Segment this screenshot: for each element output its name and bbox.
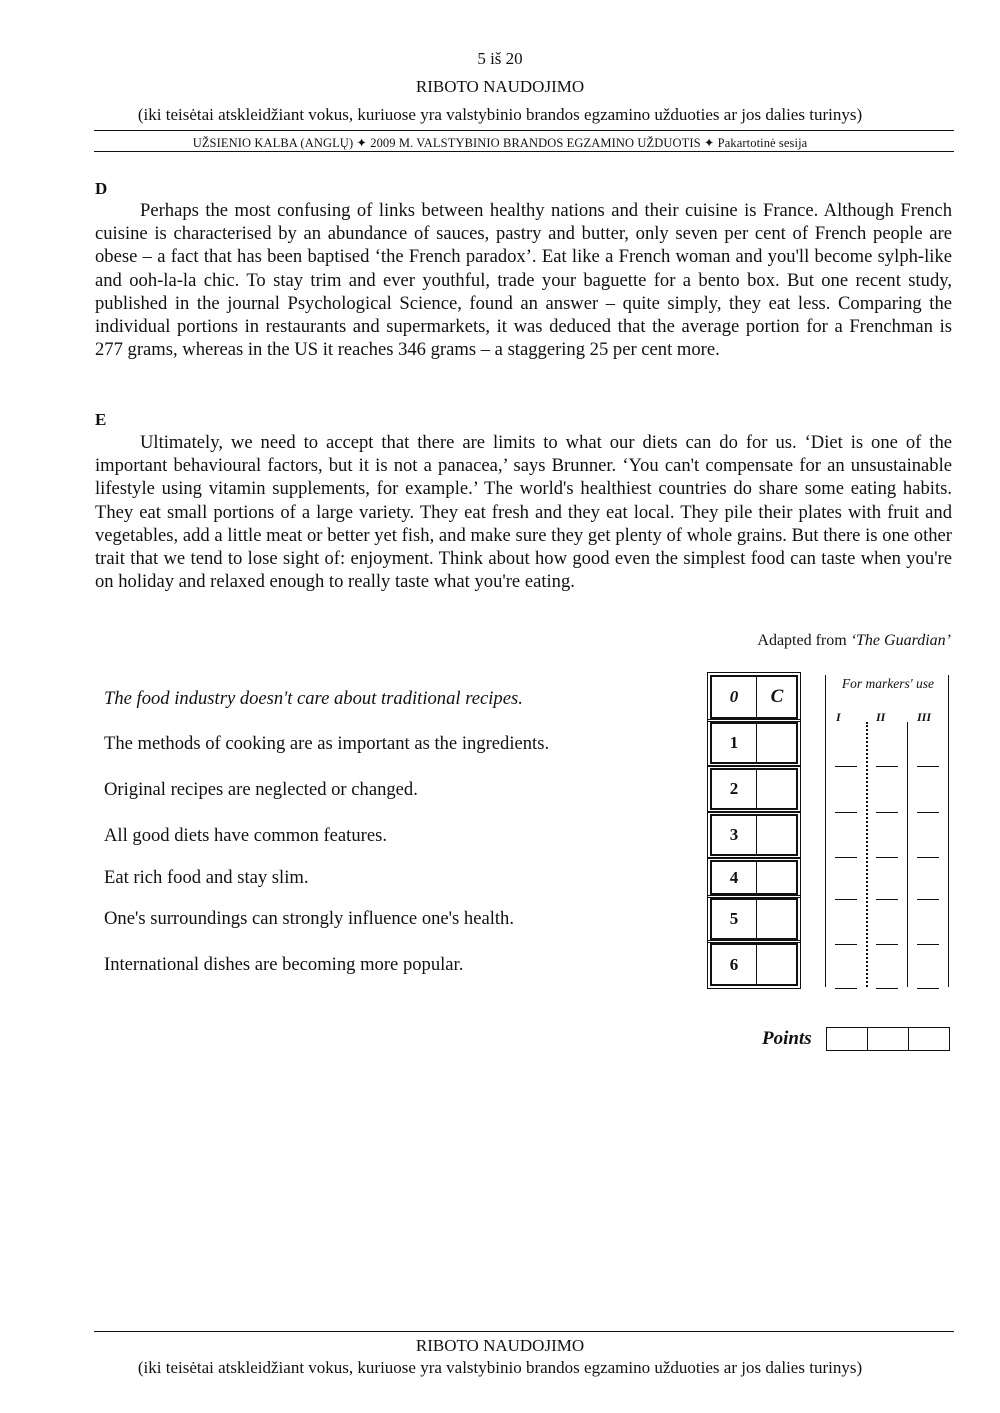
points-cell-1[interactable] bbox=[826, 1027, 868, 1051]
source-title: ‘The Guardian’ bbox=[850, 632, 951, 649]
markers-right-border bbox=[948, 675, 949, 987]
question-number: 4 bbox=[712, 862, 757, 893]
answer-box-4[interactable] bbox=[710, 860, 798, 895]
section-paragraph bbox=[95, 431, 952, 593]
marker-column-label: III bbox=[917, 710, 932, 724]
footer-rule bbox=[94, 1331, 954, 1332]
marker-score-line[interactable] bbox=[917, 857, 939, 858]
markers-label: For markers' use bbox=[841, 676, 935, 691]
marker-score-line[interactable] bbox=[917, 944, 939, 945]
points-cell-3[interactable] bbox=[908, 1027, 950, 1051]
statement-1: The methods of cooking are as important as the ingredients. bbox=[104, 733, 550, 754]
section-letter: D bbox=[95, 179, 108, 198]
markers-divider bbox=[866, 722, 868, 987]
marker-score-line[interactable] bbox=[876, 766, 898, 767]
source-credit bbox=[757, 632, 951, 650]
answer-input[interactable] bbox=[758, 816, 796, 854]
marker-score-line[interactable] bbox=[917, 766, 939, 767]
points-cell-2[interactable] bbox=[867, 1027, 909, 1051]
marker-score-line[interactable] bbox=[835, 988, 857, 989]
question-number: 5 bbox=[712, 900, 757, 938]
answer-box-example bbox=[710, 675, 798, 719]
statement-5: One's surroundings can strongly influence one's health. bbox=[104, 908, 514, 929]
example-answer: C bbox=[770, 686, 784, 707]
marker-score-line[interactable] bbox=[917, 812, 939, 813]
marker-score-line[interactable] bbox=[835, 899, 857, 900]
marker-score-line[interactable] bbox=[917, 988, 939, 989]
markers-divider bbox=[907, 722, 908, 987]
question-number: 0 bbox=[712, 677, 757, 717]
marker-score-line[interactable] bbox=[835, 857, 857, 858]
marker-score-line[interactable] bbox=[876, 899, 898, 900]
marker-score-line[interactable] bbox=[835, 944, 857, 945]
points-label: Points bbox=[762, 1028, 812, 1049]
answer-box-6[interactable] bbox=[710, 943, 798, 986]
marker-score-line[interactable] bbox=[876, 988, 898, 989]
section-letter: E bbox=[95, 410, 107, 429]
answer-box-1[interactable] bbox=[710, 722, 798, 764]
marker-score-line[interactable] bbox=[876, 857, 898, 858]
answer-box-5[interactable] bbox=[710, 898, 798, 940]
header-bottom-rule bbox=[94, 151, 954, 152]
restricted-title: RIBOTO NAUDOJIMO bbox=[415, 77, 585, 96]
marker-score-line[interactable] bbox=[835, 766, 857, 767]
marker-score-line[interactable] bbox=[876, 812, 898, 813]
source-prefix: Adapted from bbox=[757, 632, 851, 649]
header-top-rule bbox=[94, 130, 954, 131]
markers-left-border bbox=[825, 675, 826, 987]
marker-column-label: I bbox=[836, 710, 841, 724]
footer-restricted-note: (iki teisėtai atskleidžiant vokus, kuriuose yra valstybinio brandos egzamino užduoties ar jos dalies turinys) bbox=[137, 1358, 863, 1377]
statement-4: Eat rich food and stay slim. bbox=[104, 867, 309, 888]
question-number: 2 bbox=[712, 770, 757, 808]
answer-box-2[interactable] bbox=[710, 768, 798, 810]
answer-input[interactable] bbox=[758, 862, 796, 893]
question-number: 3 bbox=[712, 816, 757, 854]
page-number: 5 iš 20 bbox=[477, 49, 523, 68]
question-number: 6 bbox=[712, 945, 757, 984]
answer-input[interactable] bbox=[758, 770, 796, 808]
paragraph-text: Perhaps the most confusing of links between healthy nations and their cuisine is France. Although French cuisine is characterised by an abundance of sauces, pastry and butter, only seven per cent of French people are obese – a fact that has been baptised ‘the French paradox’. Eat like a French woman and you'll become sylph-like and ooh-la-la chic. To stay trim and ever youthful, trade your baguette for a bento box. But one recent study, published in the journal Psychological Science, found an answer – quite simply, they eat less. Comparing the individual portions in restaurants and supermarkets, it was deduced that the average portion for a Frenchman is 277 grams, whereas in the US it reaches 346 grams – a staggering 25 per cent more. bbox=[95, 200, 952, 361]
answer-input[interactable] bbox=[758, 724, 796, 762]
statement-3: All good diets have common features. bbox=[104, 825, 387, 846]
section-paragraph bbox=[95, 199, 952, 361]
answer-input[interactable] bbox=[758, 900, 796, 938]
statement-2: Original recipes are neglected or changed. bbox=[104, 779, 418, 800]
restricted-note: (iki teisėtai atskleidžiant vokus, kuriuose yra valstybinio brandos egzamino užduoties ar jos dalies turinys) bbox=[137, 105, 863, 124]
question-number: 1 bbox=[712, 724, 757, 762]
marker-score-line[interactable] bbox=[835, 812, 857, 813]
answer-box-3[interactable] bbox=[710, 814, 798, 856]
footer-restricted-title: RIBOTO NAUDOJIMO bbox=[415, 1336, 585, 1355]
marker-score-line[interactable] bbox=[917, 899, 939, 900]
marker-column-label: II bbox=[876, 710, 886, 724]
exam-title: UŽSIENIO KALBA (ANGLŲ) ✦ 2009 M. VALSTYBINIO BRANDOS EGZAMINO UŽDUOTIS ✦ Pakartotinė sesija bbox=[192, 136, 808, 150]
statement-example: The food industry doesn't care about traditional recipes. bbox=[104, 688, 523, 709]
answer-input[interactable] bbox=[758, 945, 796, 984]
marker-score-line[interactable] bbox=[876, 944, 898, 945]
statement-6: International dishes are becoming more popular. bbox=[104, 954, 464, 975]
paragraph-text: Ultimately, we need to accept that there are limits to what our diets can do for us. ‘Diet is one of the important behavioural factors, but it is not a panacea,’ says Brunner. ‘You can't compensate for an unsustainable lifestyle using vitamin supplements, for example.’ The world's healthiest countries do share some eating habits. They eat small portions of a large variety. They eat fresh and they eat local. They pile their plates with fruit and vegetables, add a little meat or better yet fish, and make sure they get plenty of whole grains. But there is one other trait that we tend to lose sight of: enjoyment. Think about how good even the simplest food can taste when you're on holiday and relaxed enough to really taste what you're eating. bbox=[95, 432, 952, 593]
